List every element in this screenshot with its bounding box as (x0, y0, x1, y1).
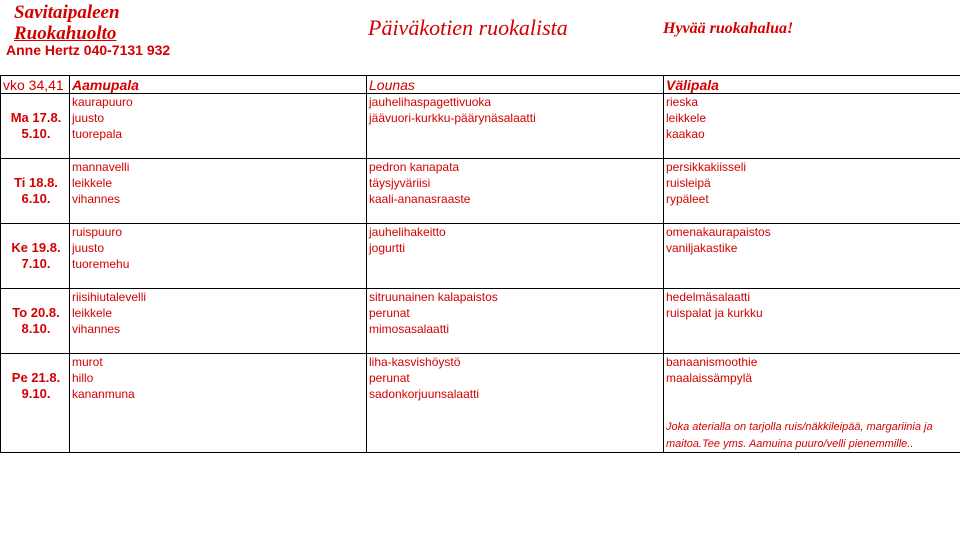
day-date: 8.10. (1, 321, 70, 337)
table-row (1, 354, 960, 371)
aamupala-item (70, 402, 367, 418)
day-label: Pe 21.8. (1, 370, 70, 386)
table-row (1, 256, 960, 272)
lounas-item: täysjyväriisi (367, 175, 664, 191)
aamupala-item: juusto (70, 110, 367, 126)
lounas-item (367, 126, 664, 142)
spacer-row (1, 337, 960, 354)
valipala-item (664, 272, 960, 289)
spacer-row (1, 207, 960, 224)
day-label: Ti 18.8. (1, 175, 70, 191)
aamupala-item: vihannes (70, 321, 367, 337)
day-cell (1, 224, 70, 241)
valipala-item (664, 321, 960, 337)
lounas-item (367, 256, 664, 272)
day-date: 5.10. (1, 126, 70, 142)
week-label: vko 34,41 (1, 76, 70, 94)
valipala-item: vaniljakastike (664, 240, 960, 256)
spacer-row (1, 402, 960, 418)
lounas-item: mimosasalaatti (367, 321, 664, 337)
aamupala-item: vihannes (70, 191, 367, 207)
lounas-item: jäävuori-kurkku-päärynäsalaatti (367, 110, 664, 126)
menu-table (0, 75, 960, 453)
organization-name (14, 2, 120, 44)
note-line-1: Joka aterialla on tarjolla ruis/näkkileipää, margariinia ja (664, 418, 960, 435)
aamupala-item: riisihiutalevelli (70, 289, 367, 306)
aamupala-item (70, 272, 367, 289)
lounas-item (367, 142, 664, 159)
lounas-item: perunat (367, 305, 664, 321)
column-header-valipala: Välipala (664, 76, 960, 94)
valipala-item (664, 142, 960, 159)
table-row (1, 110, 960, 126)
lounas-item (367, 418, 664, 435)
valipala-item: kaakao (664, 126, 960, 142)
lounas-item: pedron kanapata (367, 159, 664, 176)
spacer-row (1, 142, 960, 159)
lounas-item (367, 402, 664, 418)
note-line-2: maitoa.Tee yms. Aamuina puuro/velli pienemmille.. (664, 435, 960, 453)
valipala-item: rieska (664, 94, 960, 111)
valipala-item: hedelmäsalaatti (664, 289, 960, 306)
table-row (1, 305, 960, 321)
table-row (1, 321, 960, 337)
aamupala-item (70, 337, 367, 354)
aamupala-item (70, 418, 367, 435)
page-title: Päiväkotien ruokalista (368, 15, 568, 40)
org-line-1: Savitaipaleen (14, 2, 120, 23)
table-row (1, 289, 960, 306)
valipala-item: ruisleipä (664, 175, 960, 191)
lounas-item: jauhelihakeitto (367, 224, 664, 241)
column-header-aamupala: Aamupala (70, 76, 367, 94)
spacer-row (1, 272, 960, 289)
table-row (1, 224, 960, 241)
table-row (1, 191, 960, 207)
table-row (1, 126, 960, 142)
day-label: Ma 17.8. (1, 110, 70, 126)
valipala-item: omenakaurapaistos (664, 224, 960, 241)
day-cell (1, 418, 70, 435)
day-date: 7.10. (1, 256, 70, 272)
table-row (1, 370, 960, 386)
aamupala-item (70, 207, 367, 224)
aamupala-item (70, 435, 367, 453)
aamupala-item: mannavelli (70, 159, 367, 176)
valipala-item: banaanismoothie (664, 354, 960, 371)
day-date: 6.10. (1, 191, 70, 207)
aamupala-item: kaurapuuro (70, 94, 367, 111)
valipala-item (664, 386, 960, 402)
valipala-item (664, 402, 960, 418)
lounas-item: liha-kasvishöystö (367, 354, 664, 371)
org-line-2: Ruokahuolto (14, 23, 117, 44)
column-header-lounas: Lounas (367, 76, 664, 94)
aamupala-item: ruispuuro (70, 224, 367, 241)
aamupala-item: murot (70, 354, 367, 371)
lounas-item: jogurtti (367, 240, 664, 256)
lounas-item (367, 272, 664, 289)
day-cell (1, 402, 70, 418)
aamupala-item: tuoremehu (70, 256, 367, 272)
day-date: 9.10. (1, 386, 70, 402)
aamupala-item: tuorepala (70, 126, 367, 142)
table-row (1, 94, 960, 111)
table-row (1, 240, 960, 256)
day-cell (1, 272, 70, 289)
table-header-row (1, 76, 960, 94)
table-row (1, 159, 960, 176)
lounas-item (367, 435, 664, 453)
valipala-item (664, 207, 960, 224)
table-row (1, 386, 960, 402)
valipala-item (664, 256, 960, 272)
lounas-item: sadonkorjuunsalaatti (367, 386, 664, 402)
lounas-item (367, 207, 664, 224)
note-row (1, 435, 960, 453)
valipala-item: persikkakiisseli (664, 159, 960, 176)
lounas-item: perunat (367, 370, 664, 386)
aamupala-item: juusto (70, 240, 367, 256)
aamupala-item: leikkele (70, 175, 367, 191)
day-cell (1, 159, 70, 176)
contact-info: Anne Hertz 040-7131 932 (6, 42, 171, 58)
aamupala-item: kananmuna (70, 386, 367, 402)
valipala-item: rypäleet (664, 191, 960, 207)
day-label: Ke 19.8. (1, 240, 70, 256)
day-cell (1, 94, 70, 111)
lounas-item (367, 337, 664, 354)
day-cell (1, 207, 70, 224)
lounas-item: jauhelihaspagettivuoka (367, 94, 664, 111)
day-cell (1, 289, 70, 306)
day-label: To 20.8. (1, 305, 70, 321)
lounas-item: kaali-ananasraaste (367, 191, 664, 207)
table-row (1, 175, 960, 191)
valipala-item: leikkele (664, 110, 960, 126)
day-cell (1, 354, 70, 371)
aamupala-item: hillo (70, 370, 367, 386)
aamupala-item (70, 142, 367, 159)
valipala-item: maalaissämpylä (664, 370, 960, 386)
valipala-item (664, 337, 960, 354)
day-cell (1, 435, 70, 453)
note-row (1, 418, 960, 435)
day-cell (1, 142, 70, 159)
greeting-text: Hyvää ruokahalua! (663, 20, 794, 37)
valipala-item: ruispalat ja kurkku (664, 305, 960, 321)
day-cell (1, 337, 70, 354)
aamupala-item: leikkele (70, 305, 367, 321)
lounas-item: sitruunainen kalapaistos (367, 289, 664, 306)
